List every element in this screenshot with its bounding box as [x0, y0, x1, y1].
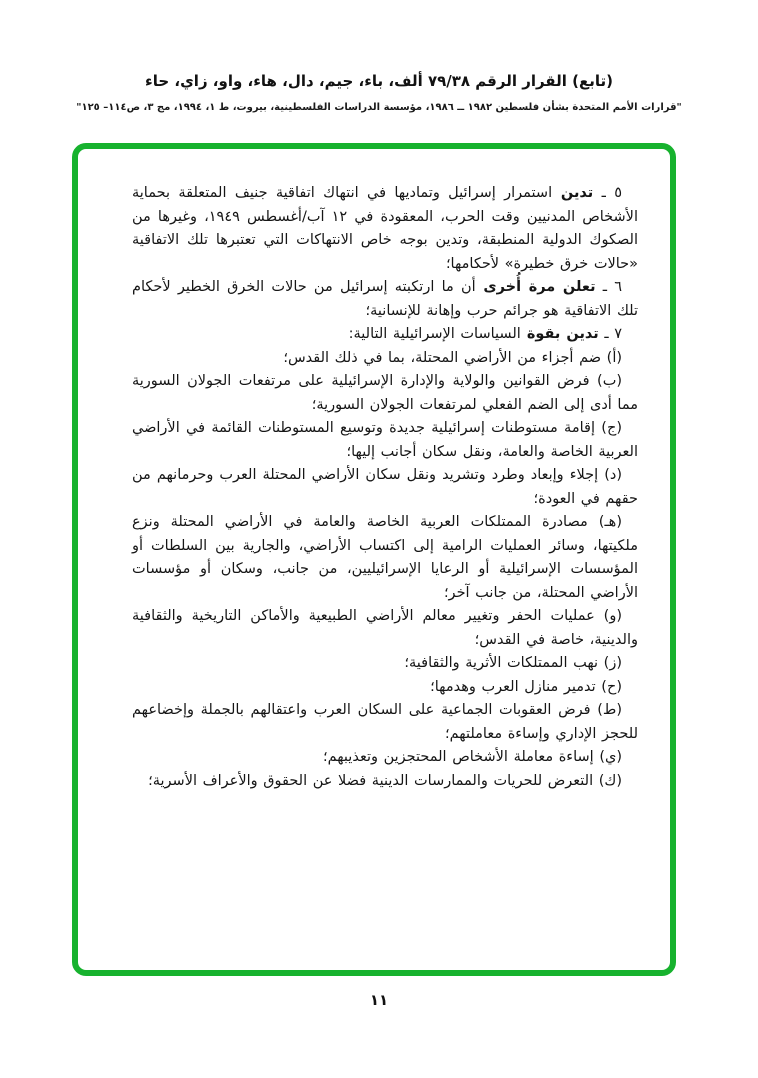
clause-marker: ٥ ـ — [593, 185, 622, 201]
clause-text: عمليات الحفر وتغيير معالم الأراضي الطبيعية والأماكن التاريخية والثقافية والدينية، خاصة في القدس؛ — [132, 608, 638, 648]
resolution-subclause — [132, 347, 638, 371]
clause-marker: (هـ) — [587, 514, 622, 530]
resolution-clause — [132, 323, 638, 347]
resolution-subclause — [132, 464, 638, 511]
clause-text: إساءة معاملة الأشخاص المحتجزين وتعذيبهم؛ — [322, 749, 594, 765]
clause-text: ضم أجزاء من الأراضي المحتلة، بما في ذلك القدس؛ — [283, 349, 602, 366]
clause-text: التعرض للحريات والممارسات الدينية فضلا عن الحقوق والأعراف الأسرية؛ — [148, 772, 594, 789]
clause-marker: (ح) — [595, 678, 622, 695]
clause-marker: (أ) — [601, 349, 622, 366]
resolution-subclause — [132, 699, 638, 746]
clause-text: السياسات الإسرائيلية التالية: — [348, 326, 521, 342]
clause-marker: (ط) — [590, 702, 622, 718]
clause-marker: ٧ ـ — [598, 326, 622, 342]
clause-text: تدمير منازل العرب وهدمها؛ — [430, 678, 596, 695]
green-border-frame — [72, 143, 676, 976]
resolution-subclause — [132, 652, 638, 676]
resolution-subclause — [132, 605, 638, 652]
clause-marker: ٦ ـ — [595, 279, 623, 295]
clause-marker: (ز) — [598, 655, 622, 671]
clause-text: فرض العقوبات الجماعية على السكان العرب واعتقالهم بالجملة وإخضاعهم للحجز الإداري وإساءة معاملتهم؛ — [132, 702, 638, 742]
clause-text: إقامة مستوطنات إسرائيلية جديدة وتوسيع المستوطنات القائمة في الأراضي العربية الخاصة والعامة، ونقل سكان أجانب إليها؛ — [132, 420, 638, 460]
resolution-subclause — [132, 770, 638, 794]
clause-marker: (ج) — [594, 420, 622, 436]
clause-lead-bold: تعلن مرة أُخرى — [475, 279, 596, 295]
source-citation: "قرارات الأمم المتحدة بشأن فلسطين ١٩٨٢ ــ ١٩٨٦، مؤسسة الدراسات الفلسطينية، بيروت، ط ١، ١٩٩٤، مج ٣، ص١١٤– ١٢٥" — [76, 102, 682, 113]
clause-marker: (د) — [598, 467, 622, 483]
clause-marker: (ك) — [593, 772, 622, 789]
clause-text: استمرار إسرائيل وتماديها في انتهاك اتفاقية جنيف المتعلقة بحماية الأشخاص المدنيين وقت الحرب، المعقودة في ١٢ آب/أغسطس ١٩٤٩، وغيرها من الصكوك الدولية المنطبقة، وتدين بوجه خاص الانتهاكات التي تعتبرها تلك الاتفاقية «حالات خرق خطيرة» لأحكامها؛ — [132, 185, 638, 272]
clause-text: أن ما ارتكبته إسرائيل من حالات الخرق الخطير لأحكام تلك الاتفاقية هو جرائم حرب وإهانة للإنسانية؛ — [132, 279, 638, 319]
resolution-subclause — [132, 746, 638, 770]
resolution-subclause — [132, 370, 638, 417]
resolution-subclause — [132, 676, 638, 700]
clause-marker: (ي) — [593, 749, 622, 765]
clause-lead-bold: تدين — [552, 185, 594, 201]
page-number: ١١ — [369, 991, 389, 1009]
clause-marker: (و) — [594, 608, 622, 624]
clause-marker: (ب) — [589, 373, 622, 389]
clause-text: إجلاء وإبعاد وطرد وتشريد ونقل سكان الأراضي المحتلة العرب وحرمانهم من حقهم في العودة؛ — [132, 467, 638, 507]
clause-text: مصادرة الممتلكات العربية الخاصة والعامة في الأراضي المحتلة ونزع ملكيتها، وسائر العمليات الرامية إلى اكتساب الأراضي، والجارية بين السلطات أو المؤسسات الإسرائيلية أو الرعايا الإسرائيليين، من جانب، وسكان أو مؤسسات الأراضي المحتلة، من جانب آخر؛ — [132, 514, 638, 601]
resolution-clause — [132, 276, 638, 323]
resolution-title: (تابع) القرار الرقم ٧٩/٣٨ ألف، باء، جيم، دال، هاء، واو، زاي، حاء — [145, 72, 613, 90]
resolution-body — [132, 182, 638, 793]
clause-text: نهب الممتلكات الأثرية والثقافية؛ — [404, 655, 599, 671]
resolution-subclause — [132, 511, 638, 605]
resolution-subclause — [132, 417, 638, 464]
clause-lead-bold: تدين بقوة — [520, 326, 599, 342]
clause-text: فرض القوانين والولاية والإدارة الإسرائيلية على مرتفعات الجولان السورية مما أدى إلى الضم الفعلي لمرتفعات الجولان السورية؛ — [132, 373, 638, 413]
resolution-clause — [132, 182, 638, 276]
